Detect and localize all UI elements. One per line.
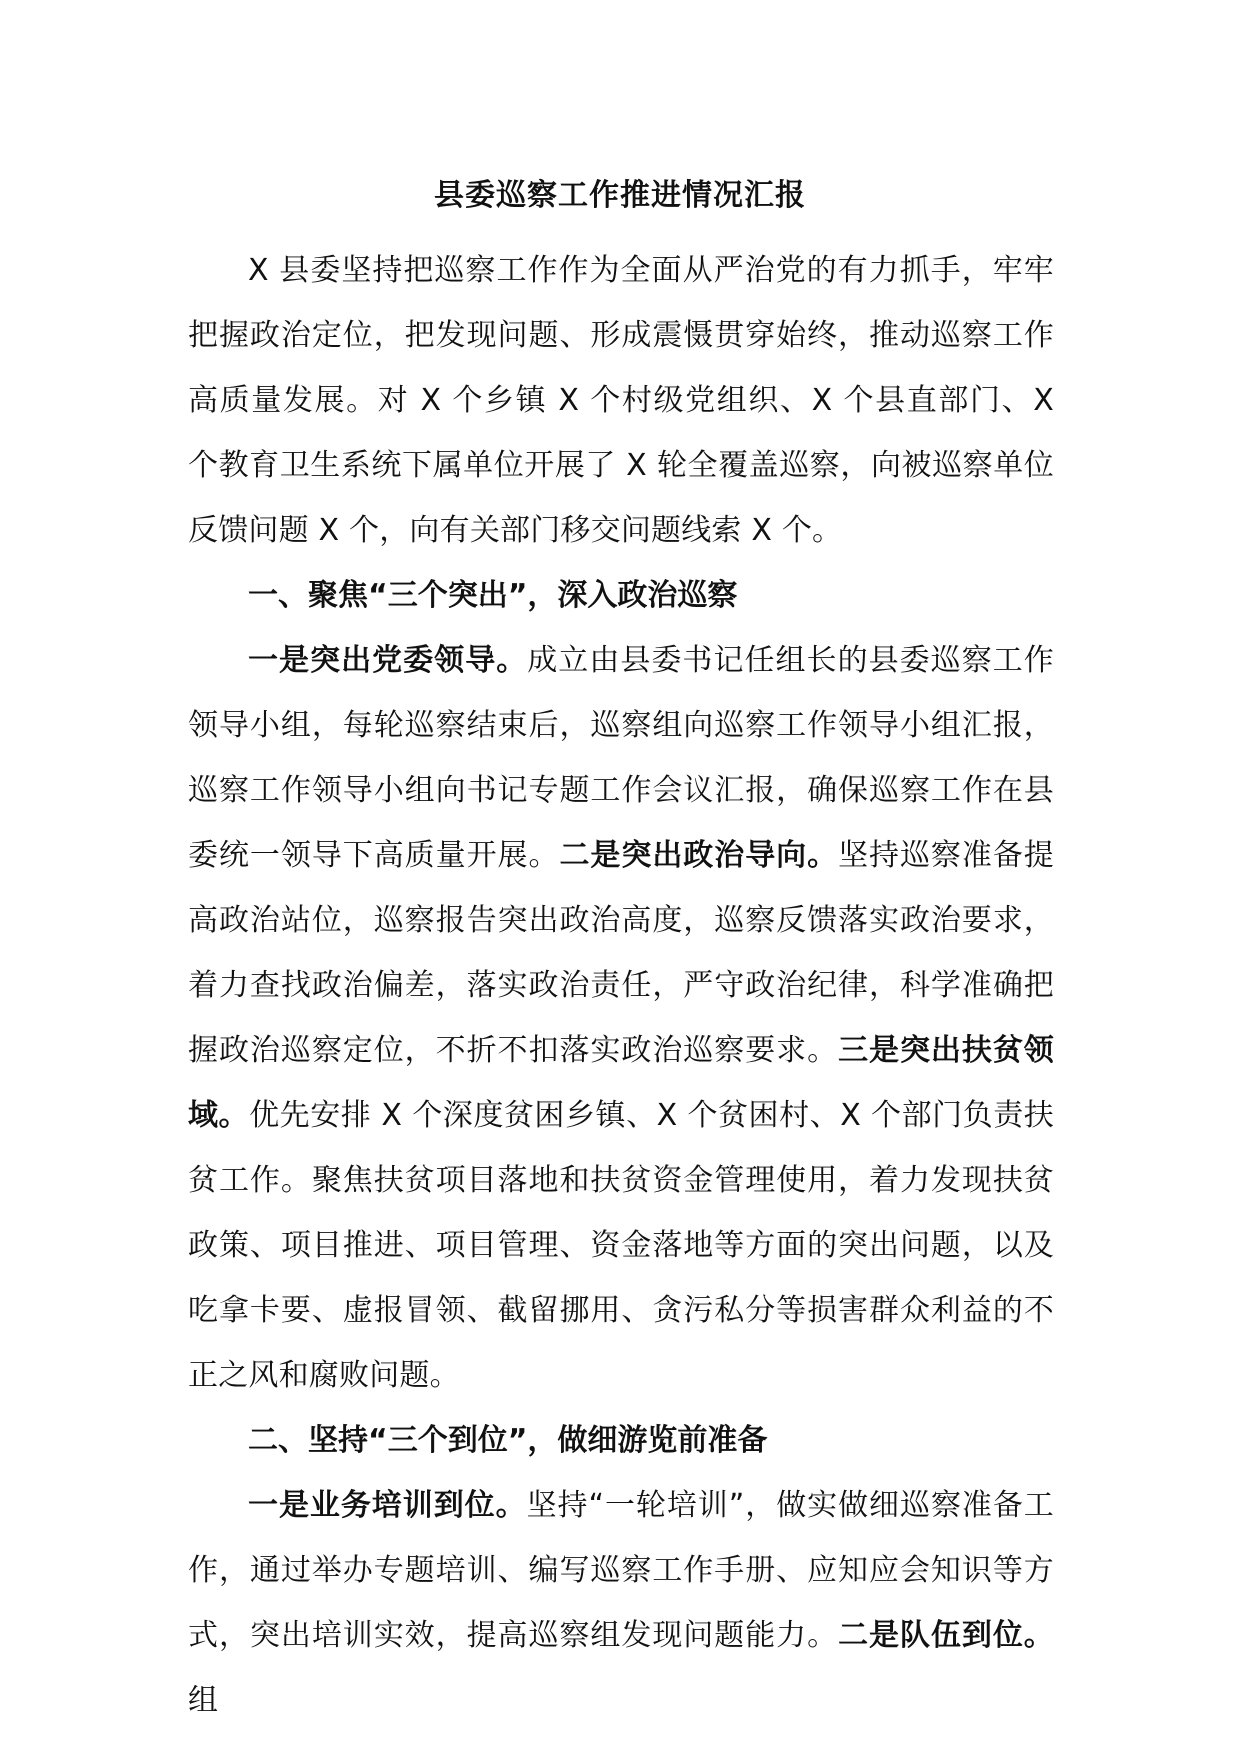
section-1-heading: 一、聚焦“三个突出”，深入政治巡察 xyxy=(248,578,738,613)
document-title: 县委巡察工作推进情况汇报 xyxy=(434,178,806,213)
document-body xyxy=(188,238,1054,1733)
point-1-lead: 一是突出党委领导。 xyxy=(248,643,528,678)
intro-paragraph: X 县委坚持把巡察工作作为全面从严治党的有力抓手，牢牢把握政治定位，把发现问题、形成震慑贯穿始终，推动巡察工作高质量发展。对 X 个乡镇 X 个村级党组织、X 个县直部门、X 个教育卫生系统下属单位开展了 X 轮全覆盖巡察，向被巡察单位反馈问题 X 个，向有关部门移交问题线索 X 个。 xyxy=(188,253,1054,548)
point-3-lead: 三是突出扶贫领域。 xyxy=(188,1033,1054,1133)
point-3-text: 优先安排 X 个深度贫困乡镇、X 个贫困村、X 个部门负责扶贫工作。聚焦扶贫项目落地和扶贫资金管理使用，着力发现扶贫政策、项目推进、项目管理、资金落地等方面的突出问题，以及吃拿卡要、虚报冒领、截留挪用、贪污私分等损害群众利益的不正之风和腐败问题。 xyxy=(188,1098,1054,1393)
point-1-text: 成立由县委书记任组长的县委巡察工作领导小组，每轮巡察结束后，巡察组向巡察工作领导小组汇报，巡察工作领导小组向书记专题工作会议汇报，确保巡察工作在县委统一领导下高质量开展。 xyxy=(188,643,1054,873)
section-2-point-2-lead: 二是队伍到位。 xyxy=(838,1618,1054,1653)
section-2-point-2-text: 组 xyxy=(188,1683,219,1718)
section-2-point-1-text: 坚持“一轮培训”，做实做细巡察准备工作，通过举办专题培训、编写巡察工作手册、应知应会知识等方式，突出培训实效，提高巡察组发现问题能力。 xyxy=(188,1488,1054,1653)
section-1-paragraph xyxy=(188,628,1054,1408)
point-2-lead: 二是突出政治导向。 xyxy=(559,838,839,873)
section-2-heading: 二、坚持“三个到位”，做细游览前准备 xyxy=(248,1423,768,1458)
section-2-point-1-lead: 一是业务培训到位。 xyxy=(248,1488,527,1523)
section-2-paragraph xyxy=(188,1473,1054,1733)
point-2-text: 坚持巡察准备提高政治站位，巡察报告突出政治高度，巡察反馈落实政治要求，着力查找政治偏差，落实政治责任，严守政治纪律，科学准确把握政治巡察定位，不折不扣落实政治巡察要求。 xyxy=(188,838,1054,1068)
